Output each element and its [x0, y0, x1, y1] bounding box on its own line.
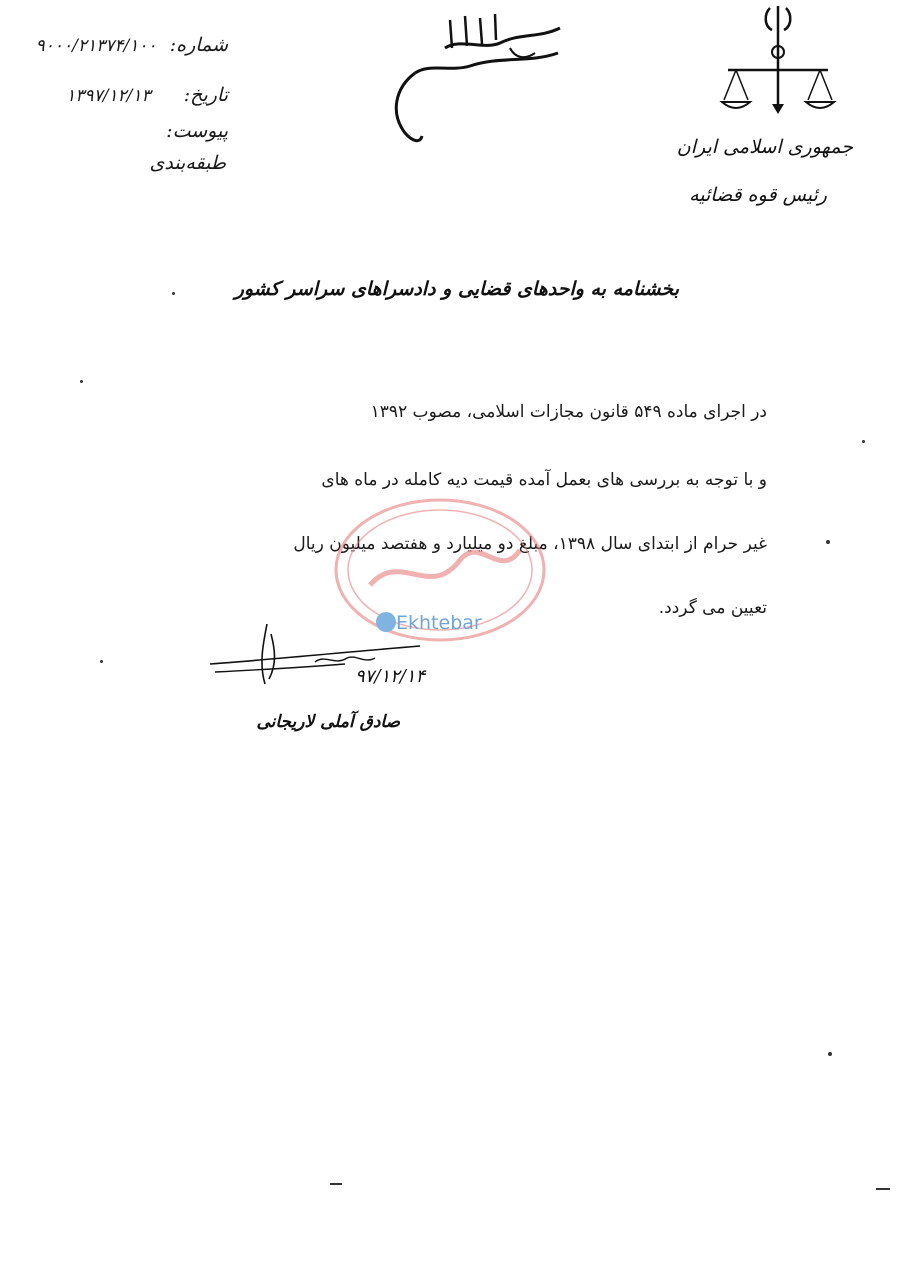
- watermark-text: Ekhtebar: [396, 612, 482, 634]
- letter-date-row: [66, 84, 228, 106]
- body-line-2: و با توجه به بررسی های بعمل آمده قیمت دیه کامله در ماه های: [321, 470, 767, 490]
- classification-label: طبقه‌بندی: [149, 152, 226, 174]
- basmala-calligraphy: [390, 8, 565, 148]
- letter-number-value: ۹۰۰۰/۲۱۳۷۴/۱۰۰: [35, 36, 157, 56]
- letter-date-value: ۱۳۹۷/۱۲/۱۳: [66, 86, 151, 106]
- body-line-4: تعیین می گردد.: [658, 598, 767, 618]
- signatory-name: صادق آملی لاریجانی: [256, 712, 400, 732]
- letter-number-row: [36, 34, 228, 56]
- attachment-label: پیوست:: [166, 120, 228, 142]
- signature-date: ۹۷/۱۲/۱۴: [355, 666, 426, 687]
- scan-speck: [80, 380, 83, 383]
- government-line: جمهوری اسلامی ایران: [676, 136, 853, 158]
- circular-title: بخشنامه به واحدهای قضایی و دادسراهای سراسر کشور: [234, 278, 679, 300]
- body-line-1: در اجرای ماده ۵۴۹ قانون مجازات اسلامی، مصوب ۱۳۹۲: [370, 402, 767, 422]
- letter-date-label: تاریخ:: [183, 84, 228, 106]
- judiciary-emblem-icon: [718, 4, 838, 124]
- letter-number-label: شماره:: [169, 34, 228, 56]
- scan-speck: [862, 440, 865, 443]
- attachment-row: [166, 120, 228, 142]
- scan-speck: [826, 540, 830, 544]
- body-line-3: غیر حرام از ابتدای سال ۱۳۹۸، مبلغ دو میلیارد و هفتصد میلیون ریال: [293, 534, 767, 554]
- scan-speck: [828, 1052, 832, 1056]
- scan-speck: [876, 1188, 890, 1190]
- classification-row: [149, 152, 226, 174]
- office-line: رئیس قوه قضائیه: [689, 184, 827, 206]
- scan-speck: [330, 1183, 342, 1185]
- scan-speck: [100, 660, 103, 663]
- scan-speck: [172, 292, 175, 295]
